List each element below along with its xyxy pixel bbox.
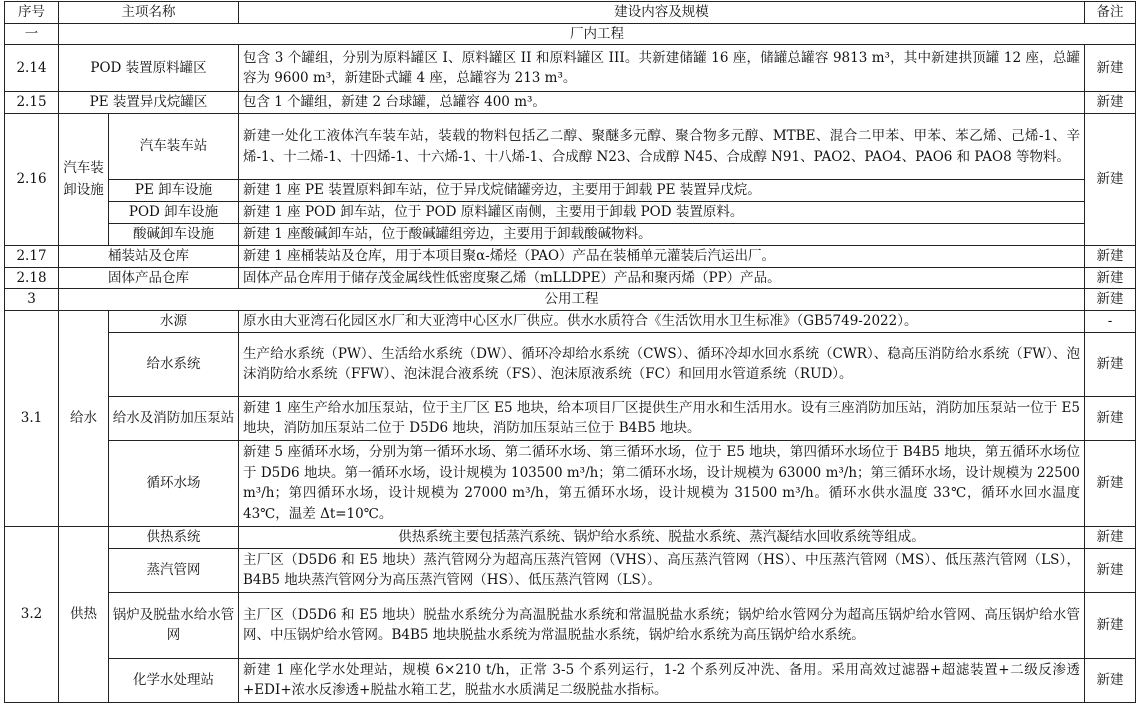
row-name: POD 装置原料罐区 bbox=[59, 45, 239, 92]
section-no: 一 bbox=[5, 23, 59, 45]
row-no: 2.17 bbox=[5, 245, 59, 267]
row-name: PE 装置异戊烷罐区 bbox=[59, 92, 239, 114]
row-remark: 新建 bbox=[1085, 548, 1136, 592]
table-row bbox=[5, 245, 1136, 267]
table-row bbox=[5, 396, 1136, 440]
sub-name: 供热系统 bbox=[109, 526, 239, 548]
table-row bbox=[5, 332, 1136, 396]
sub-name: 酸碱卸车设施 bbox=[109, 223, 239, 245]
row-content: 主厂区（D5D6 和 E5 地块）蒸汽管网分为超高压蒸汽管网（VHS）、高压蒸汽管网（HS）、中压蒸汽管网（MS）、低压蒸汽管网（LS），B4B5 地块蒸汽管网分为高压蒸汽管网（HS）、低压蒸汽管网（LS）。 bbox=[239, 548, 1085, 592]
header-row bbox=[5, 2, 1136, 24]
section-row bbox=[5, 23, 1136, 45]
section-row bbox=[5, 289, 1136, 311]
sub-name: 给水系统 bbox=[109, 332, 239, 396]
row-no: 2.16 bbox=[5, 114, 59, 246]
row-remark: 新建 bbox=[1085, 245, 1136, 267]
row-no: 2.15 bbox=[5, 92, 59, 114]
row-remark: 新建 bbox=[1085, 526, 1136, 548]
row-remark: 新建 bbox=[1085, 92, 1136, 114]
row-content: 主厂区（D5D6 和 E5 地块）脱盐水系统分为高温脱盐水系统和常温脱盐水系统；锅炉给水管网分为超高压锅炉给水管网、高压锅炉给水管网、中压锅炉给水管网。B4B5 地块脱盐水系统为常温脱盐水系统，锅炉给水系统为高压锅炉给水系统。 bbox=[239, 592, 1085, 658]
table-row bbox=[5, 201, 1136, 223]
row-remark: 新建 bbox=[1085, 289, 1136, 311]
table-row bbox=[5, 45, 1136, 92]
row-content: 新建 1 座酸碱卸车站，位于酸碱罐组旁边，主要用于卸载酸碱物料。 bbox=[239, 223, 1085, 245]
sub-name: 循环水场 bbox=[109, 440, 239, 526]
header-content: 建设内容及规模 bbox=[239, 2, 1085, 24]
row-name: 固体产品仓库 bbox=[59, 267, 239, 289]
row-content: 新建 1 座桶装站及仓库，用于本项目聚α-烯烃（PAO）产品在装桶单元灌装后汽运出厂。 bbox=[239, 245, 1085, 267]
row-content: 新建 1 座 POD 卸车站，位于 POD 原料罐区南侧，主要用于卸载 POD 装置原料。 bbox=[239, 201, 1085, 223]
row-remark: 新建 bbox=[1085, 440, 1136, 526]
construction-table bbox=[4, 1, 1136, 703]
table-row bbox=[5, 310, 1136, 332]
row-remark: 新建 bbox=[1085, 45, 1136, 92]
row-no: 2.18 bbox=[5, 267, 59, 289]
sub-name: PE 卸车设施 bbox=[109, 180, 239, 202]
row-remark: 新建 bbox=[1085, 592, 1136, 658]
section-no: 3 bbox=[5, 289, 59, 311]
row-content: 新建 1 座 PE 装置原料卸车站，位于异戊烷储罐旁边，主要用于卸载 PE 装置异戊烷。 bbox=[239, 180, 1085, 202]
group-name: 给水 bbox=[59, 310, 109, 526]
table-row bbox=[5, 548, 1136, 592]
row-remark: - bbox=[1085, 310, 1136, 332]
row-content: 包含 3 个罐组，分别为原料罐区 I、原料罐区 II 和原料罐区 III。共新建储罐 16 座，储罐总罐容 9813 m³，其中新建拱顶罐 12 座，总罐容为 9600 m³，新建卧式罐 4 座，总罐容为 213 m³。 bbox=[239, 45, 1085, 92]
row-remark: 新建 bbox=[1085, 396, 1136, 440]
table-row bbox=[5, 114, 1136, 180]
row-content: 包含 1 个罐组，新建 2 台球罐，总罐容 400 m³。 bbox=[239, 92, 1085, 114]
row-content: 生产给水系统（PW）、生活给水系统（DW）、循环冷却给水系统（CWS）、循环冷却水回水系统（CWR）、稳高压消防给水系统（FW）、泡沫消防给水系统（FFW）、泡沫混合液系统（FS）、泡沫原液系统（FC）和回用水管道系统（RUD）。 bbox=[239, 332, 1085, 396]
row-no: 2.14 bbox=[5, 45, 59, 92]
row-no: 3.2 bbox=[5, 526, 59, 702]
row-content: 新建一处化工液体汽车装车站，装载的物料包括乙二醇、聚醚多元醇、聚合物多元醇、MTBE、混合二甲苯、甲苯、苯乙烯、己烯-1、辛烯-1、十二烯-1、十四烯-1、十六烯-1、十八烯-1、合成醇 N23、合成醇 N45、合成醇 N91、PAO2、PAO4、PAO6 和 PAO8 等物料。 bbox=[239, 114, 1085, 180]
table-row bbox=[5, 180, 1136, 202]
row-content: 新建 1 座化学水处理站，规模 6×210 t/h，正常 3-5 个系列运行，1-2 个系列反冲洗、备用。采用高效过滤器+超滤装置+二级反渗透+EDI+浓水反渗透+脱盐水箱工艺，脱盐水水质满足二级脱盐水指标。 bbox=[239, 658, 1085, 702]
sub-name: 锅炉及脱盐水给水管网 bbox=[109, 592, 239, 658]
group-name: 汽车装卸设施 bbox=[59, 114, 109, 246]
row-content: 新建 1 座生产给水加压泵站，位于主厂区 E5 地块，给本项目厂区提供生产用水和生活用水。设有三座消防加压站，消防加压泵站一位于 E5 地块，消防加压泵站二位于 D5D6 地块，消防加压泵站三位于 B4B5 地块。 bbox=[239, 396, 1085, 440]
table-row bbox=[5, 267, 1136, 289]
sub-name: 化学水处理站 bbox=[109, 658, 239, 702]
table-row bbox=[5, 440, 1136, 526]
sub-name: 水源 bbox=[109, 310, 239, 332]
table-row bbox=[5, 658, 1136, 702]
row-remark: 新建 bbox=[1085, 114, 1136, 246]
group-name: 供热 bbox=[59, 526, 109, 702]
row-content: 原水由大亚湾石化园区水厂和大亚湾中心区水厂供应。供水水质符合《生活饮用水卫生标准》（GB5749-2022）。 bbox=[239, 310, 1085, 332]
row-content: 供热系统主要包括蒸汽系统、锅炉给水系统、脱盐水系统、蒸汽凝结水回收系统等组成。 bbox=[239, 526, 1085, 548]
row-content: 新建 5 座循环水场，分别为第一循环水场、第二循环水场、第三循环水场，位于 E5 地块，第四循环水场位于 B4B5 地块，第五循环水场位于 D5D6 地块。第一循环水场，设计规模为 103500 m³/h；第二循环水场，设计规模为 63000 m³/h；第三循环水场，设计规模为 22500 m³/h；第四循环水场，设计规模为 27000 m³/h，第五循环水场，设计规模为 31500 m³/h。循环水供水温度 33℃，循环水回水温度 43℃，温差 Δt=10℃。 bbox=[239, 440, 1085, 526]
sub-name: 汽车装车站 bbox=[109, 114, 239, 180]
table-row bbox=[5, 92, 1136, 114]
header-remark: 备注 bbox=[1085, 2, 1136, 24]
table-row bbox=[5, 592, 1136, 658]
row-remark: 新建 bbox=[1085, 658, 1136, 702]
row-content: 固体产品仓库用于储存茂金属线性低密度聚乙烯（mLLDPE）产品和聚丙烯（PP）产品。 bbox=[239, 267, 1085, 289]
row-remark: 新建 bbox=[1085, 332, 1136, 396]
table-row bbox=[5, 526, 1136, 548]
row-remark: 新建 bbox=[1085, 267, 1136, 289]
row-no: 3.1 bbox=[5, 310, 59, 526]
section-title: 厂内工程 bbox=[59, 23, 1136, 45]
header-name: 主项名称 bbox=[59, 2, 239, 24]
table-row bbox=[5, 223, 1136, 245]
sub-name: POD 卸车设施 bbox=[109, 201, 239, 223]
sub-name: 蒸汽管网 bbox=[109, 548, 239, 592]
header-no: 序号 bbox=[5, 2, 59, 24]
section-title: 公用工程 bbox=[59, 289, 1085, 311]
row-name: 桶装站及仓库 bbox=[59, 245, 239, 267]
sub-name: 给水及消防加压泵站 bbox=[109, 396, 239, 440]
